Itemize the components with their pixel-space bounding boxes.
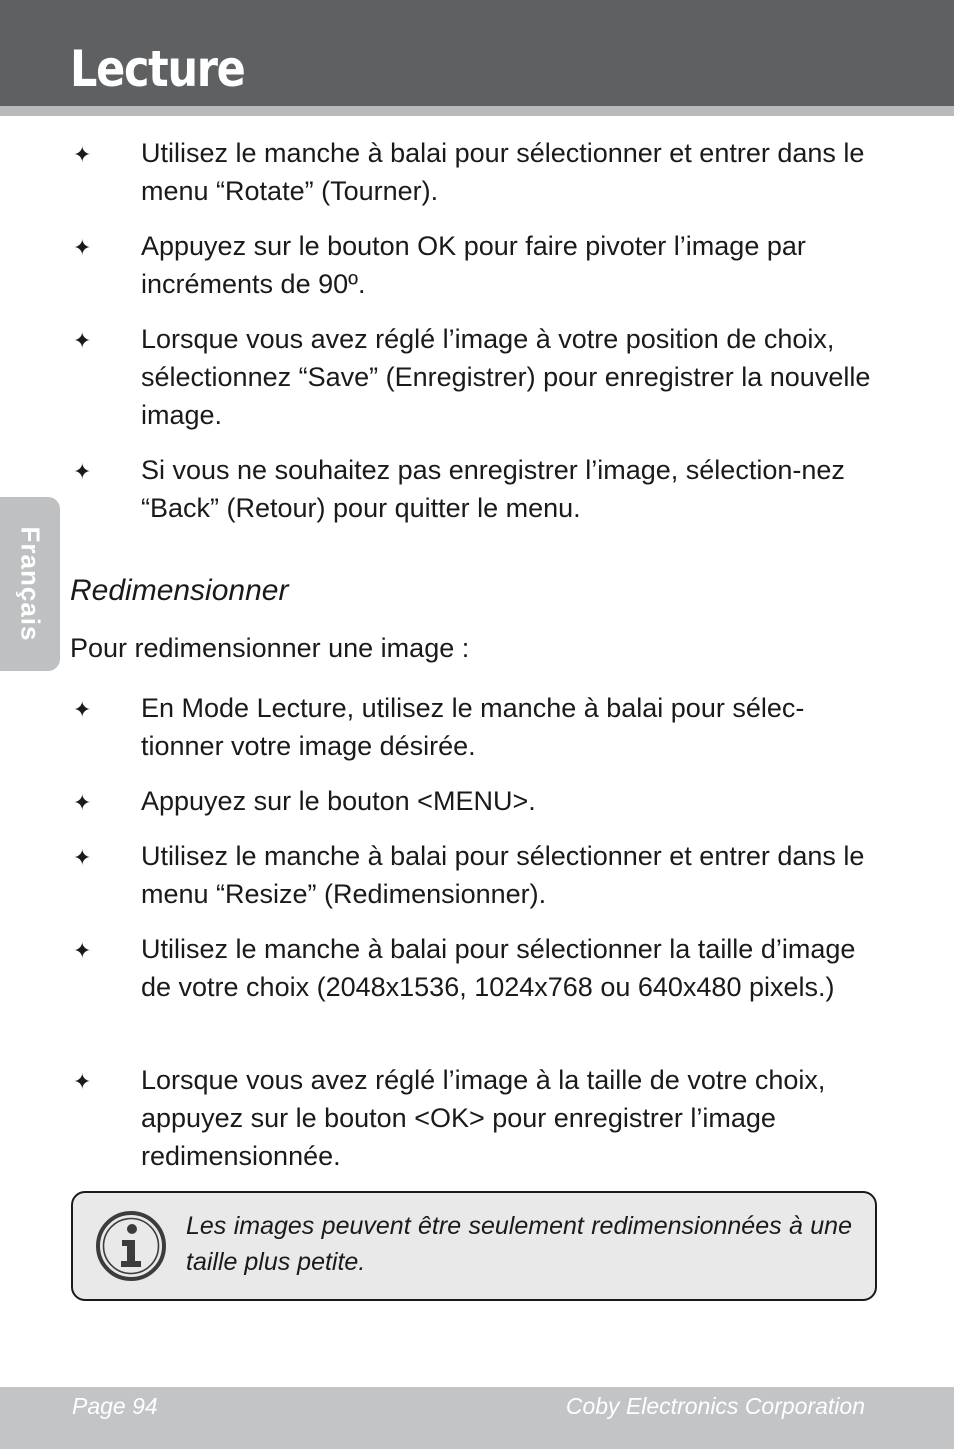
list-item-text: Utilisez le manche à balai pour sélectionner et entrer dans le menu “Rotate” (Tourner). <box>141 138 865 206</box>
star-bullet-icon: ✦ <box>73 938 92 963</box>
info-icon <box>95 1210 167 1282</box>
star-bullet-icon: ✦ <box>73 697 92 722</box>
list-item-text: Lorsque vous avez réglé l’image à la taille de votre choix, appuyez sur le bouton <OK> pour enregistrer l’image redimensionnée. <box>141 1065 826 1171</box>
star-bullet-icon: ✦ <box>73 1069 92 1094</box>
star-bullet-icon: ✦ <box>73 459 92 484</box>
list-item-text: Lorsque vous avez réglé l’image à votre position de choix, sélectionnez “Save” (Enregistrer) pour enregistrer la nouvelle image. <box>141 324 871 430</box>
star-bullet-icon: ✦ <box>73 845 92 870</box>
list-item-text: En Mode Lecture, utilisez le manche à balai pour sélec-tionner votre image désirée. <box>141 693 805 761</box>
section-heading: Redimensionner <box>70 574 289 607</box>
list-item-text: Appuyez sur le bouton OK pour faire pivoter l’image par incréments de 90º. <box>141 231 806 299</box>
list-item-text: Si vous ne souhaitez pas enregistrer l’image, sélection-nez “Back” (Retour) pour quitter le menu. <box>141 455 845 523</box>
language-tab <box>0 497 60 671</box>
note-text: Les images peuvent être seulement redimensionnées à une taille plus petite. <box>186 1212 852 1276</box>
header-divider <box>0 106 954 116</box>
star-bullet-icon: ✦ <box>73 328 92 353</box>
page-number: Page 94 <box>72 1393 158 1419</box>
note-box <box>71 1191 877 1301</box>
page-title: Lecture <box>70 40 245 98</box>
company-name: Coby Electronics Corporation <box>565 1393 865 1419</box>
star-bullet-icon: ✦ <box>73 142 92 167</box>
list-item-text: Appuyez sur le bouton <MENU>. <box>141 786 536 816</box>
section-intro: Pour redimensionner une image : <box>70 633 470 663</box>
list-item-text: Utilisez le manche à balai pour sélectionner la taille d’image de votre choix (2048x1536, 1024x768 ou 640x480 pixels.) <box>141 934 856 1002</box>
language-tab-label: Français <box>15 526 46 642</box>
list-item-text: Utilisez le manche à balai pour sélectionner et entrer dans le menu “Resize” (Redimensionner). <box>141 841 865 909</box>
star-bullet-icon: ✦ <box>73 790 92 815</box>
star-bullet-icon: ✦ <box>73 235 92 260</box>
